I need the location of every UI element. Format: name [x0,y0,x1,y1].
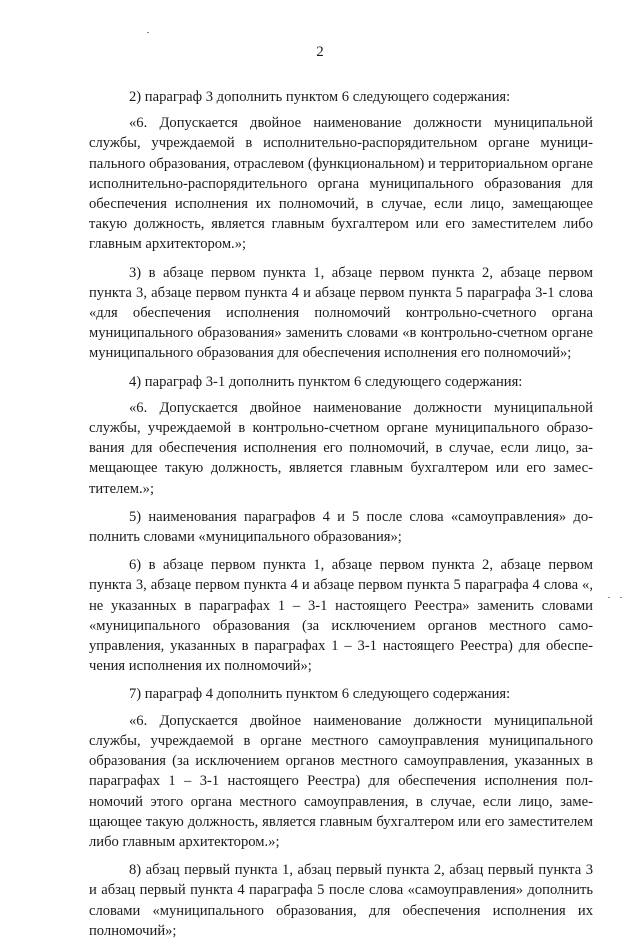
paragraph-item-2: 2) параграф 3 дополнить пунктом 6 следующего содержания: [129,89,511,105]
page-number: 2 [316,44,324,60]
paragraph-item-4: 4) параграф 3-1 дополнить пунктом 6 следующего содержания: [129,373,523,390]
document-body [89,87,593,949]
paragraph-item-6: 6) в абзаце первом пункта 1, абзаце первом пункта 2, абзаце первом пункта 3, абзаце первом пункта 4 и абзаце первом пункта 5 параграфа 4 слова «, не указанных в параграфах 1 – 3-1 настоящего Реестра» заменить словами «муниципального образования (за исключением органов местного самоуправления, указанных в параграфах 1 – 3-1 настоящего Реестра) для обеспечения исполнения их полномочий»; [89,557,593,675]
paragraph-quote-paragraph-3-1-point-6: «6. Допускается двойное наименование должности муниципальной службы, учреждаемой в контрольно-счетном органе муниципального образования для обеспечения исполнения его полномочий, в случае, если лицо, замещающее такую должность, является главным бухгалтером или его заместителем.»; [89,399,593,497]
scan-speck [608,597,610,598]
scan-speck [147,32,149,33]
paragraph-item-5: 5) наименования параграфов 4 и 5 после слова «самоуправления» дополнить словами «муниципального образования»; [89,508,593,546]
paragraph-item-3: 3) в абзаце первом пункта 1, абзаце первом пункта 2, абзаце первом пункта 3, абзаце первом пункта 4 и абзаце первом пункта 5 параграфа 3-1 слова «для обеспечения исполнения полномочий контрольно-счетного органа муниципального образования» заменить словами «в контрольно-счетном органе муниципального образования для обеспечения исполнения его полномочий»; [89,264,593,362]
paragraph-quote-paragraph-3-point-6: «6. Допускается двойное наименование должности муниципальной службы, учреждаемой в исполнительно-распорядительном органе муниципального образования, отраслевом (функциональном) и территориальном органе исполнительно-распорядительного органа муниципального образования для обеспечения исполнения их полномочий, в случае, если лицо, замещающее такую должность, является главным бухгалтером или его заместителем либо главным архитектором.»; [89,115,593,253]
paragraph-quote-paragraph-4-point-6: «6. Допускается двойное наименование должности муниципальной службы, учреждаемой в органе местного самоуправления муниципального образования (за исключением органов местного самоуправления, указанных в параграфах 1 – 3-1 настоящего Реестра) для обеспечения исполнения полномочий этого органа местного самоуправления, в случае, если лицо, замещающее такую должность, является главным бухгалтером или его заместителем либо главным архитектором.»; [89,712,593,850]
scan-speck [620,597,622,598]
paragraph-item-7: 7) параграф 4 дополнить пунктом 6 следующего содержания: [129,686,511,703]
paragraph-item-8: 8) абзац первый пункта 1, абзац первый пункта 2, абзац первый пункта 3 и абзац первый пункта 4 параграфа 5 после слова «самоуправления» дополнить словами «муниципального образования, для обеспечения исполнения их полномочий»; [89,862,593,939]
